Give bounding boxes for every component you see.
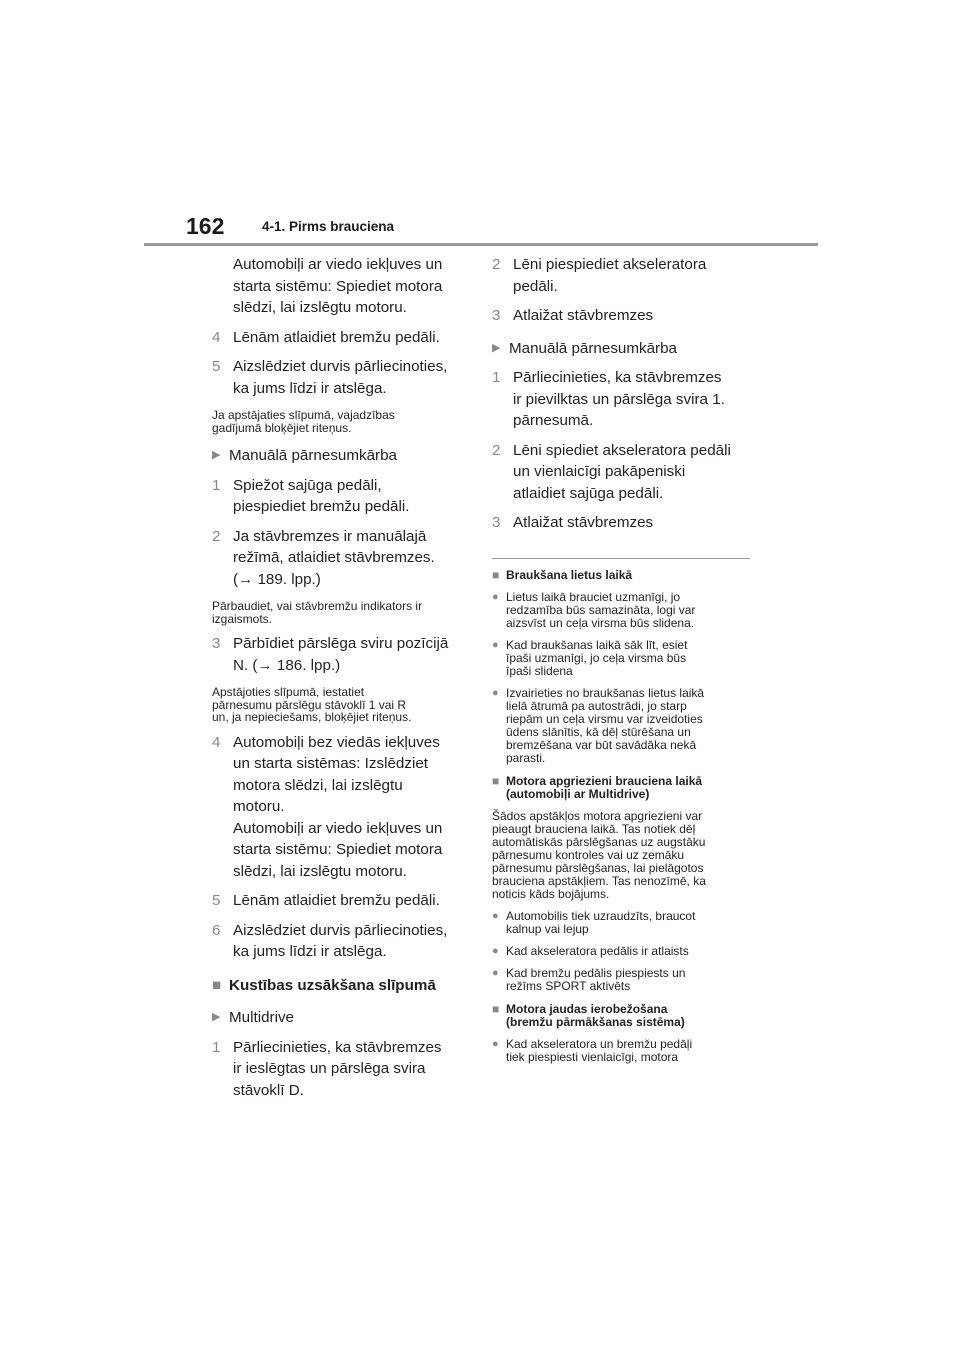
step-3-shift-neutral: 3 Pārbīdiet pārslēga sviru pozīcijā N. (→ 186. lpp.) (212, 635, 449, 674)
list-item: ● Kad akseleratora un bremžu pedāļi tiek piespiesti vienlaicīgi, motora (492, 1036, 693, 1064)
triangle-icon: ▶ (492, 341, 501, 354)
step-3-release-parking: 3 Atlaižat stāvbremzes (492, 307, 654, 324)
list-item: ● Kad bremžu pedālis piespiests un režīms SPORT aktivēts (492, 965, 686, 993)
step-2-accelerator: 2 Lēni piespiediet akseleratora pedāli. (492, 256, 707, 295)
multidrive-label: ▶ Multidrive (212, 1007, 474, 1029)
left-column (212, 254, 474, 1101)
triangle-icon: ▶ (212, 1011, 221, 1023)
square-bullet-icon: ■ (492, 1001, 500, 1016)
note-brake-indicator: Pārbaudiet, vai stāvbremžu indikators ir izgaismots. (212, 599, 423, 626)
rpm-paragraph: Šādos apstākļos motora apgriezieni var pieaugt brauciena laikā. Tas notiek dēļ automātiskās pārslēgšanas uz augstāku pārnesumu kontroles vai uz zemāku pārnesumu pārslēgšanas, lai pielāgotos brauciena apstākļiem. Tas nenozīmē, ka noticis kāds bojājums. (492, 808, 706, 901)
dot-bullet-icon: ● (492, 966, 499, 979)
step-5-release-brake: 5 Lēnām atlaidiet bremžu pedāli. (212, 892, 440, 909)
step-1-multidrive: 1 Pārliecinieties, ka stāvbremzes ir ieslēgtas un pārslēga svira stāvoklī D. (212, 1038, 442, 1099)
step-4-release-brake: 4 Lēnām atlaidiet bremžu pedāli. (212, 328, 440, 346)
step-2-manual: 2 Lēni spiediet akseleratora pedāli un vienlaicīgi pakāpeniski atlaidiet sajūga pedāli. (492, 441, 731, 502)
square-bullet-icon: ■ (492, 567, 500, 582)
square-bullet-icon: ■ (212, 976, 222, 994)
heading-engine-rpm: ■ Motora apgriezieni brauciena laikā (automobiļi ar Multidrive) (492, 773, 703, 801)
list-item: ● Izvairieties no braukšanas lietus laikā lielā ātrumā pa autostrādi, jo starp riepām un ceļa virsmu var izveidoties ūdens slānītis, kā dēļ stūrēšana un bremzēšana var būt savādāka nekā parasti. (492, 685, 705, 765)
list-item: ● Lietus laikā brauciet uzmanīgi, jo redzamība būs samazināta, logi var aizsvīst un ceļa virsma būs slidena. (492, 589, 696, 630)
note-slope-gear: Apstājoties slīpumā, iestatiet pārnesumu pārslēgu stāvoklī 1 vai R un, ja nepieciešams, bloķējiet riteņus. (212, 685, 412, 724)
dot-bullet-icon: ● (492, 686, 499, 699)
page-number: 162 (186, 213, 225, 239)
note-slope-wheels: Ja apstājaties slīpumā, vajadzības gadījumā bloķējiet riteņus. (212, 408, 395, 435)
dot-bullet-icon: ● (492, 1037, 499, 1050)
step-5-lock-doors: 5 Aizslēdziet durvis pārliecinoties, ka jums līdzi ir atslēga. (212, 358, 448, 397)
manual-transmission-label: ▶ Manuālā pārnesumkārba (212, 445, 474, 467)
step-2-parking-brake: 2 Ja stāvbremzes ir manuālajā režīmā, atlaidiet stāvbremzes. (→ 189. lpp.) (212, 527, 435, 588)
list-item: ● Kad braukšanas laikā sāk līt, esiet īpaši uzmanīgi, jo ceļa virsma būs īpaši slidena (492, 637, 688, 678)
section-title: 4-1. Pirms brauciena (262, 219, 395, 234)
section-divider (492, 558, 750, 559)
intro-paragraph: Automobiļi ar viedo iekļuves un starta sistēmu: Spiediet motora slēdzi, lai izslēgtu motoru. (233, 256, 443, 316)
manual-transmission-label: ▶ Manuālā pārnesumkārba (492, 338, 750, 360)
list-item: ● Automobilis tiek uzraudzīts, braucot kalnup vai lejup (492, 908, 696, 936)
heading-power-limit: ■ Motora jaudas ierobežošana (bremžu pārmākšanas sistēma) (492, 1001, 685, 1029)
step-1-manual: 1 Pārliecinieties, ka stāvbremzes ir pievilktas un pārslēga svira 1. pārnesumā. (492, 369, 725, 429)
step-1-clutch: 1 Spiežot sajūga pedāli, piespiediet bremžu pedāli. (212, 476, 410, 515)
step-3-manual: 3 Atlaižat stāvbremzes (492, 514, 654, 531)
triangle-icon: ▶ (212, 449, 221, 461)
dot-bullet-icon: ● (492, 944, 499, 957)
heading-hill-start: ■ Kustības uzsākšana slīpumā (212, 975, 474, 997)
dot-bullet-icon: ● (492, 909, 499, 922)
step-4-engine-off: 4 Automobiļi bez viedās iekļuves un starta sistēmas: Izslēdziet motora slēdzi, lai izslēgtu motoru. Automobiļi ar viedo iekļuves un starta sistēmu: Spiediet motora slēdzi, lai izslēgtu motoru. (212, 733, 443, 880)
square-bullet-icon: ■ (492, 773, 500, 788)
dot-bullet-icon: ● (492, 590, 499, 603)
right-column (492, 254, 750, 1064)
header-rule (144, 243, 818, 246)
step-6-lock-doors: 6 Aizslēdziet durvis pārliecinoties, ka jums līdzi ir atslēga. (212, 921, 448, 960)
list-item: ● Kad akseleratora pedālis ir atlaists (492, 943, 689, 958)
dot-bullet-icon: ● (492, 638, 499, 651)
heading-rain-driving: ■ Braukšana lietus laikā (492, 567, 633, 582)
